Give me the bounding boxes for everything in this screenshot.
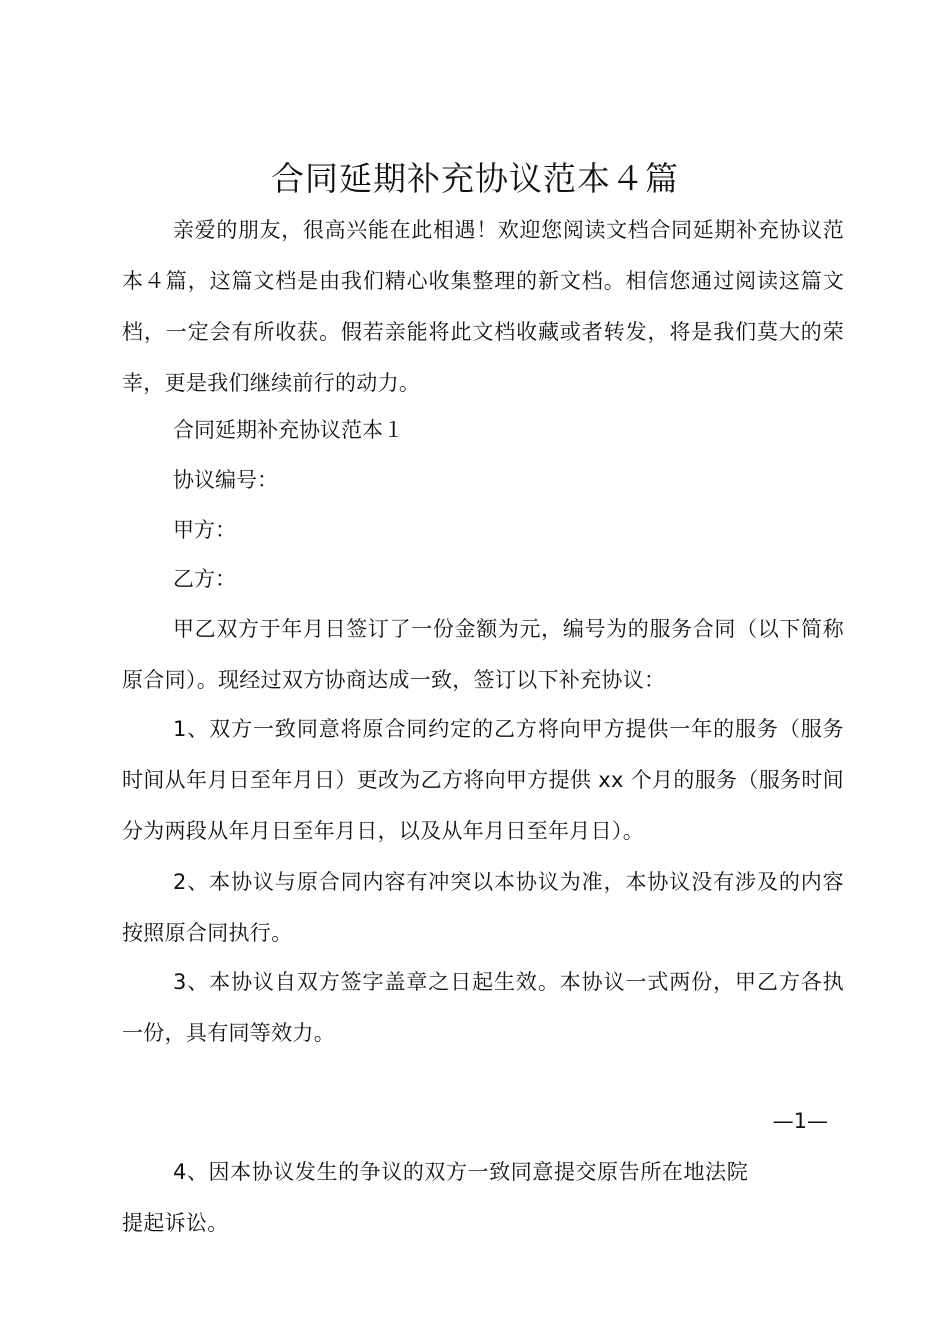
party-a-label: 甲方：: [173, 518, 236, 542]
document-title: 合同延期补充协议范本４篇: [271, 159, 679, 198]
preamble-paragraph: 甲乙双方于年月日签订了一份金额为元，编号为的服务合同（以下简称原合同）。现经过双方协商达成一致，签订以下补充协议：: [122, 617, 844, 692]
agreement-number-label: 协议编号：: [173, 468, 278, 492]
clause-2-paragraph: 2、本协议与原合同内容有冲突以本协议为准，本协议没有涉及的内容按照原合同执行。: [122, 870, 844, 945]
clause-3-paragraph: 3、本协议自双方签字盖章之日起生效。本协议一式两份，甲乙方各执一份，具有同等效力。: [122, 970, 844, 1045]
page-number: —1—: [772, 1109, 828, 1133]
section-heading: 合同延期补充协议范本１: [173, 418, 404, 442]
intro-paragraph: 亲爱的朋友，很高兴能在此相遇！欢迎您阅读文档合同延期补充协议范本４篇，这篇文档是由我们精心收集整理的新文档。相信您通过阅读这篇文档，一定会有所收获。假若亲能将此文档收藏或者转发，将是我们莫大的荣幸，更是我们继续前行的动力。: [122, 218, 844, 395]
party-b-label: 乙方：: [173, 567, 236, 591]
clause-1-paragraph: 1、双方一致同意将原合同约定的乙方将向甲方提供一年的服务（服务时间从年月日至年月日）更改为乙方将向甲方提供 xx 个月的服务（服务时间分为两段从年月日至年月日，以及从年月日至年月日）。: [122, 717, 844, 843]
clause-4-paragraph: 4、因本协议发生的争议的双方一致同意提交原告所在地法院提起诉讼。: [122, 1160, 748, 1235]
